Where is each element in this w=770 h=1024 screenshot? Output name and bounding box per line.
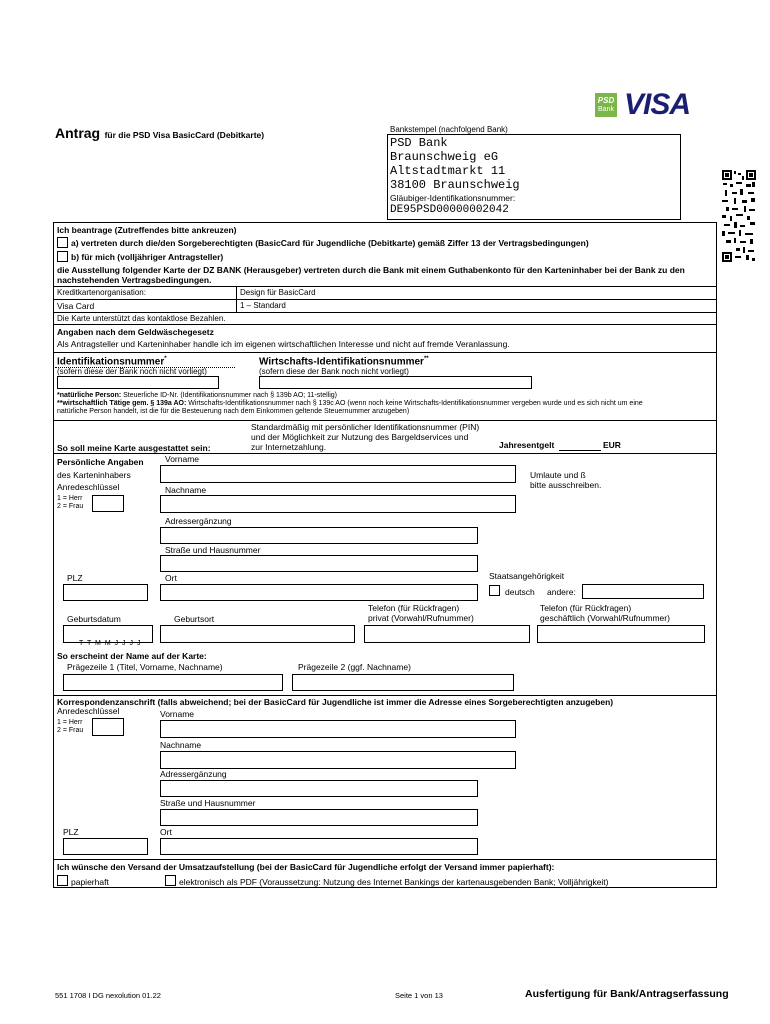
- corr-city-label: Ort: [160, 827, 172, 837]
- card-name-heading: So erscheint der Name auf der Karte:: [57, 651, 207, 661]
- corr-salutation-opt2: 2 = Frau: [57, 727, 84, 734]
- divider: [53, 453, 717, 454]
- phone-business-input[interactable]: [537, 625, 705, 643]
- design-label: Design für BasicCard: [240, 288, 316, 297]
- corr-salutation-label: Anredeschlüssel: [57, 706, 120, 716]
- creditor-id-label: Gläubiger-Identifikationsnummer:: [390, 193, 516, 203]
- bank-address: [390, 136, 520, 192]
- wid-number-mark: **: [423, 356, 429, 362]
- title-sub: für die PSD Visa BasicCard (Debitkarte): [104, 130, 265, 140]
- divider: [53, 286, 717, 287]
- corr-lastname-label: Nachname: [160, 740, 202, 750]
- fee-currency: EUR: [603, 440, 621, 450]
- corr-lastname-input[interactable]: [160, 751, 516, 769]
- corr-address-extra-label: Adressergänzung: [160, 769, 227, 779]
- footnote-1: [57, 392, 715, 400]
- firstname-label: Vorname: [165, 454, 200, 464]
- option-b-checkbox[interactable]: [57, 251, 68, 262]
- divider: [53, 859, 717, 860]
- pin-line3: zur Internetzahlung.: [251, 442, 327, 452]
- divider: [55, 367, 235, 368]
- footnote-1-text: Steuerliche ID-Nr. (Identifikationsnummer nach § 139b AO; 11-stellig): [123, 392, 337, 399]
- corr-salutation-input[interactable]: [92, 718, 124, 736]
- phone-private-input[interactable]: [364, 625, 530, 643]
- corr-zip-input[interactable]: [63, 838, 148, 855]
- address-extra-label: Adressergänzung: [165, 516, 232, 526]
- fee-input-line[interactable]: [559, 450, 601, 451]
- birthplace-input[interactable]: [160, 625, 355, 643]
- aml-text: Als Antragsteller und Karteninhaber handle ich im eigenen wirtschaftlichen Interesse und nicht auf fremde Veranlassung.: [57, 339, 510, 349]
- bank-street: Altstadtmarkt 11: [390, 164, 506, 178]
- footer-code: 551 1708 I DG nexolution 01.22: [55, 991, 161, 1000]
- card-org-label: Kreditkartenorganisation:: [57, 288, 146, 297]
- corr-firstname-label: Vorname: [160, 709, 195, 719]
- zip-input[interactable]: [63, 584, 148, 601]
- footnote-2-text: Wirtschafts-Identifikationsnummer nach § 139c AO (wenn noch keine Wirtschafts-Identifikationsnummer vergeben wurde und es sich nicht um eine: [188, 400, 643, 407]
- lastname-input[interactable]: [160, 495, 516, 513]
- corr-firstname-input[interactable]: [160, 720, 516, 738]
- psd-bank-logo: [595, 93, 617, 117]
- card-line2-input[interactable]: [292, 674, 514, 691]
- nationality-label: Staatsangehörigkeit: [489, 571, 565, 581]
- nationality-german-label: deutsch: [505, 587, 535, 597]
- date-format-hint: T T M M J J J J: [79, 640, 142, 647]
- request-text-line2: nachstehenden Vertragsbedingungen.: [57, 275, 212, 285]
- city-label: Ort: [165, 573, 177, 583]
- title-main: Antrag: [55, 125, 101, 141]
- bank-name: PSD Bank: [390, 136, 448, 150]
- psd-logo-text: PSD: [597, 96, 615, 105]
- corr-street-input[interactable]: [160, 809, 478, 826]
- umlaut-hint: [530, 470, 601, 490]
- request-text-line1: die Ausstellung folgender Karte der DZ BANK (Herausgeber) vertreten durch die Bank mit einem Guthabenkonto für den Karteninhaber bei der Bank zu den: [57, 265, 685, 275]
- footnote-1-bold: *natürliche Person:: [57, 392, 122, 399]
- footer-page: Seite 1 von 13: [395, 991, 443, 1000]
- nationality-other-label: andere:: [547, 587, 576, 597]
- footnote-2-bold: **wirtschaftlich Tätige gem. § 139a AO:: [57, 400, 187, 407]
- birthdate-label: Geburtsdatum: [67, 614, 121, 624]
- salutation-opt1: 1 = Herr: [57, 495, 83, 502]
- visa-logo: VISA: [624, 88, 691, 121]
- card-line1-label: Prägezeile 1 (Titel, Vorname, Nachname): [67, 662, 223, 672]
- nationality-other-input[interactable]: [582, 584, 704, 599]
- psd-logo-bank: Bank: [598, 106, 614, 113]
- correspondence-heading: Korrespondenzanschrift (falls abweichend; bei der BasicCard für Jugendliche ist immer die Adresse eines Sorgeberechtigten anzugeben): [57, 697, 614, 707]
- phone-business-label: [540, 603, 670, 623]
- equipment-label: So soll meine Karte ausgestattet sein:: [57, 443, 211, 453]
- contactless-note: Die Karte unterstützt das kontaktlose Bezahlen.: [57, 314, 226, 323]
- id-number-label: [57, 356, 167, 367]
- card-line2-label: Prägezeile 2 (ggf. Nachname): [298, 662, 411, 672]
- divider: [53, 324, 717, 325]
- phone-private-label-1: Telefon (für Rückfragen): [368, 603, 460, 613]
- id-number-input[interactable]: [57, 376, 219, 389]
- address-extra-input[interactable]: [160, 527, 478, 544]
- phone-private-label-2: privat (Vorwahl/Rufnummer): [368, 613, 474, 623]
- qr-code: [722, 170, 756, 262]
- card-org-value: Visa Card: [57, 301, 95, 311]
- footer-copy-label: Ausfertigung für Bank/Antragserfassung: [525, 988, 729, 1000]
- corr-salutation-opt1: 1 = Herr: [57, 719, 83, 726]
- fee-label: Jahresentgelt: [499, 440, 555, 450]
- statement-heading: Ich wünsche den Versand der Umsatzaufstellung (bei der BasicCard für Jugendliche erfolgt der Versand immer papierhaft):: [57, 862, 555, 872]
- divider: [53, 352, 717, 353]
- corr-street-label: Straße und Hausnummer: [160, 798, 256, 808]
- paper-checkbox[interactable]: [57, 875, 68, 886]
- aml-heading: Angaben nach dem Geldwäschegesetz: [57, 327, 214, 337]
- salutation-input[interactable]: [92, 495, 124, 512]
- phone-private-label: [368, 603, 474, 623]
- creditor-id: DE95PSD00000002042: [390, 204, 509, 216]
- pdf-label: elektronisch als PDF (Voraussetzung: Nutzung des Internet Bankings der kartenausgebenden Bank; Volljährigkeit): [179, 877, 609, 887]
- card-line1-input[interactable]: [63, 674, 283, 691]
- id-number-mark: *: [164, 356, 167, 362]
- phone-business-label-2: geschäftlich (Vorwahl/Rufnummer): [540, 613, 670, 623]
- divider: [53, 695, 717, 696]
- salutation-opt2: 2 = Frau: [57, 503, 84, 510]
- city-input[interactable]: [160, 584, 478, 601]
- pin-line1: Standardmäßig mit persönlicher Identifikationsnummer (PIN): [251, 422, 480, 432]
- option-a-label: a) vertreten durch die/den Sorgeberechtigten (BasicCard für Jugendliche (Debitkarte) gemäß Ziffer 13 der Vertragsbedingungen): [71, 238, 589, 248]
- bank-city-name: Braunschweig eG: [390, 150, 499, 164]
- nationality-german-checkbox[interactable]: [489, 585, 500, 596]
- divider: [53, 299, 717, 300]
- footnote-2: [57, 400, 715, 408]
- id-number-note: (sofern diese der Bank noch nicht vorliegt): [57, 367, 207, 376]
- salutation-label: Anredeschlüssel: [57, 482, 120, 492]
- street-input[interactable]: [160, 555, 478, 572]
- corr-salutation-options: [57, 719, 83, 735]
- firstname-input[interactable]: [160, 465, 516, 483]
- request-text: [57, 265, 717, 285]
- umlaut-hint-line2: bitte ausschreiben.: [530, 480, 602, 490]
- option-b-label: b) für mich (volljähriger Antragsteller): [71, 252, 224, 262]
- street-label: Straße und Hausnummer: [165, 545, 261, 555]
- wid-number-input[interactable]: [259, 376, 532, 389]
- corr-city-input[interactable]: [160, 838, 478, 855]
- divider: [53, 420, 717, 421]
- pin-line2: und der Möglichkeit zur Nutzung des Bargeldservices und: [251, 432, 469, 442]
- request-heading: Ich beantrage (Zutreffendes bitte ankreuzen): [57, 225, 237, 235]
- design-value: 1 – Standard: [240, 301, 286, 310]
- lastname-label: Nachname: [165, 485, 207, 495]
- pin-text: [251, 422, 479, 452]
- salutation-options: [57, 495, 83, 511]
- page-title: [55, 125, 264, 143]
- bank-stamp-label: Bankstempel (nachfolgend Bank): [390, 125, 508, 134]
- pdf-checkbox[interactable]: [165, 875, 176, 886]
- phone-business-label-1: Telefon (für Rückfragen): [540, 603, 632, 613]
- corr-zip-label: PLZ: [63, 827, 79, 837]
- personal-heading: Persönliche Angaben: [57, 457, 144, 467]
- zip-label: PLZ: [67, 573, 83, 583]
- id-number-text: Identifikationsnummer: [57, 356, 165, 368]
- wid-number-text: Wirtschafts-Identifikationsnummer: [259, 356, 424, 368]
- wid-number-label: [259, 356, 429, 367]
- divider: [53, 312, 717, 313]
- option-a-checkbox[interactable]: [57, 237, 68, 248]
- aml-footnotes: [57, 392, 715, 416]
- personal-subheading: des Karteninhabers: [57, 470, 131, 480]
- bank-zip-city: 38100 Braunschweig: [390, 178, 520, 192]
- paper-label: papierhaft: [71, 877, 109, 887]
- corr-address-extra-input[interactable]: [160, 780, 478, 797]
- umlaut-hint-line1: Umlaute und ß: [530, 470, 586, 480]
- birthplace-label: Geburtsort: [174, 614, 215, 624]
- footnote-2-line2: natürliche Person handelt, ist die für die Besteuerung nach dem Einkommen geltende Steuernummer anzugeben): [57, 408, 410, 415]
- wid-number-note: (sofern diese der Bank noch nicht vorliegt): [259, 367, 409, 376]
